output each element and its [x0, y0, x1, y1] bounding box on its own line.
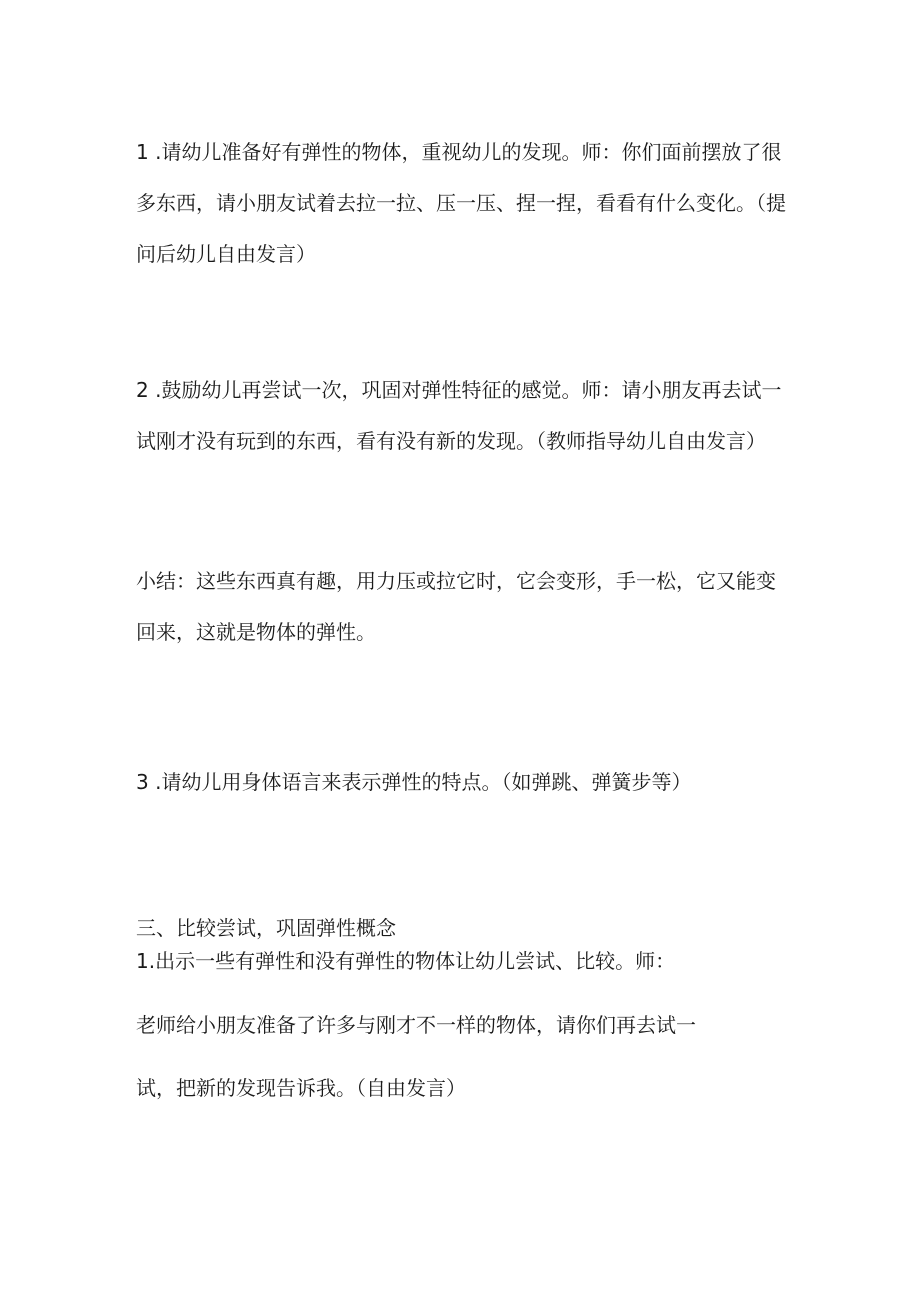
section-heading-three	[136, 912, 788, 978]
section-title: 三、比较尝试，巩固弹性概念	[136, 916, 396, 940]
text-line: 问后幼儿自由发言）	[136, 242, 316, 266]
paragraph-summary	[136, 556, 788, 658]
text-line: 老师给小朋友准备了许多与刚才不一样的物体，请你们再去试一	[136, 1013, 696, 1037]
text-line: 回来，这就是物体的弹性。	[136, 620, 376, 644]
paragraph-step-2	[136, 365, 788, 467]
text-line: 多东西，请小朋友试着去拉一拉、压一压、捏一捏，看看有什么变化。（提	[136, 191, 786, 215]
text-line: 1 .请幼儿准备好有弹性的物体，重视幼儿的发现。师：你们面前摆放了很	[136, 140, 782, 164]
paragraph-step-3	[136, 757, 788, 808]
text-line: 1.出示一些有弹性和没有弹性的物体让幼儿尝试、比较。师：	[136, 949, 676, 973]
text-line: 2 .鼓励幼儿再尝试一次，巩固对弹性特征的感觉。师：请小朋友再去试一	[136, 378, 782, 402]
paragraph-step-1	[136, 127, 788, 280]
text-line: 试刚才没有玩到的东西，看有没有新的发现。（教师指导幼儿自由发言）	[136, 429, 766, 453]
text-line: 3 .请幼儿用身体语言来表示弹性的特点。（如弹跳、弹簧步等）	[136, 770, 692, 794]
text-line: 试，把新的发现告诉我。（自由发言）	[136, 1076, 466, 1100]
paragraph-teacher-speech	[136, 994, 788, 1120]
text-line: 小结：这些东西真有趣，用力压或拉它时，它会变形，手一松，它又能变	[136, 569, 776, 593]
